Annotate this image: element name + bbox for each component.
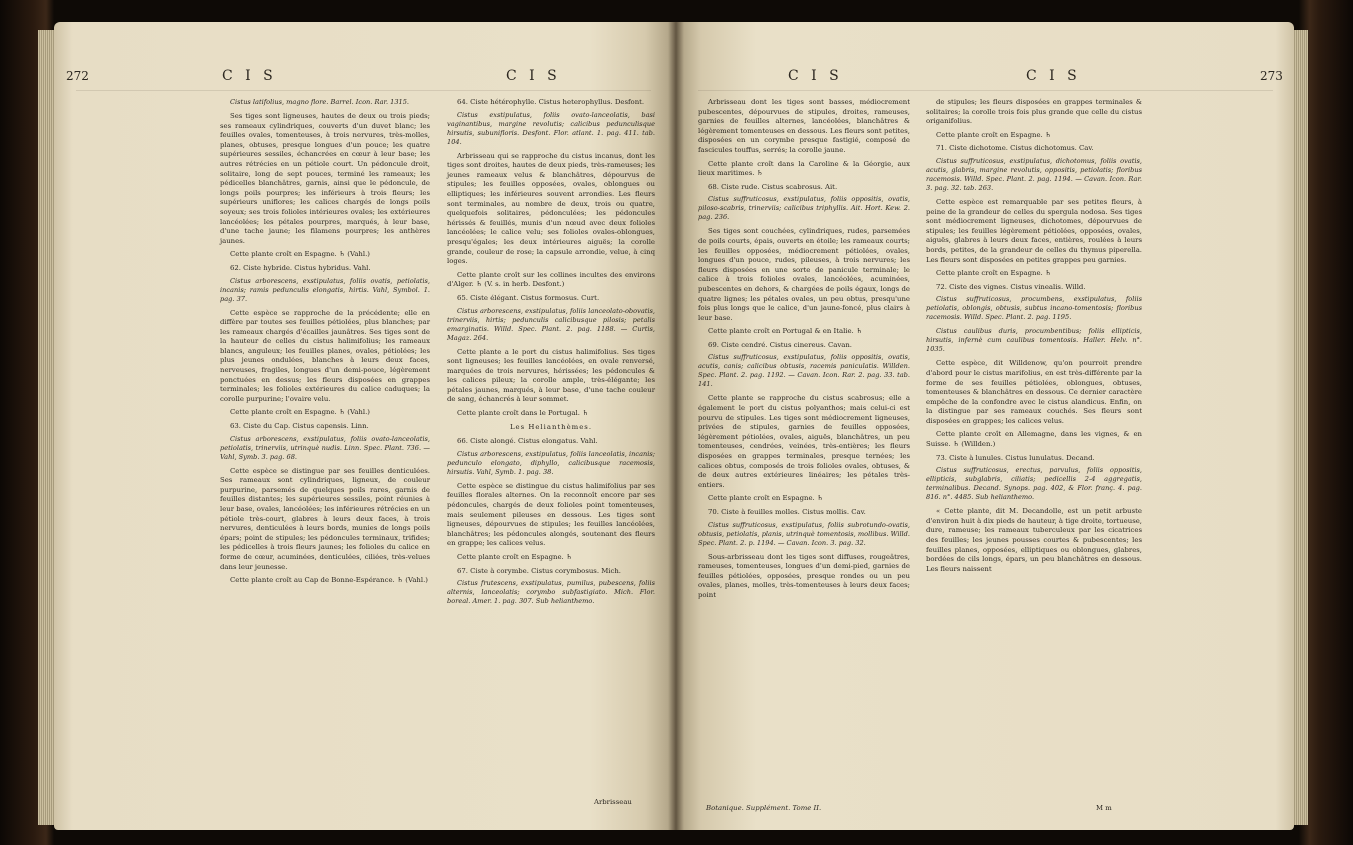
species-heading: 66. Ciste alongé. Cistus elongatus. Vahl. (457, 437, 598, 446)
paragraph: Cette plante croît en Espagne. ♄ (936, 269, 1052, 278)
running-head-left-col2: C I S (506, 68, 561, 84)
running-head-right-col1: C I S (788, 68, 843, 84)
paragraph: Cette espèce se distingue du cistus halimifolius par ses feuilles florales alternes. On la reconnoît encore par ses pédoncules, chargés de deux folioles point tomenteuses, mais seulement pileuses en dessous. Les tiges sont ligneuses, dépourvues de stipules; les feuilles lancéolées, blanchâtres; les pédoncules alongés, soutenant des fleurs en grappe; les calices velus. (447, 481, 655, 548)
species-heading: 62. Ciste hybride. Cistus hybridus. Vahl. (230, 263, 371, 272)
paragraph: Cette plante croît dans le Portugal. ♄ (457, 409, 589, 418)
left-page-column-2-text (447, 98, 655, 611)
latin-diagnosis: Cistus arborescens, exstipulatus, foliis lanceolato-obovatis, trinerviis, hirtis; pedunculis calicibusque pilosis; petalis emarginatis. Willd. Spec. Plant. 2. pag. 1188. — Curtis, Magaz. 264. (447, 306, 655, 342)
left-page (54, 22, 676, 830)
latin-diagnosis: Cistus exstipulatus, foliis ovato-lanceolatis, basi vaginantibus, margine revolutis; calicibus pedunculisque hirsutis, subunifloris. Desfont. Flor. atlant. 1. pag. 411. tab. 104. (447, 110, 655, 146)
paragraph: Sous-arbrisseau dont les tiges sont diffuses, rougeâtres, rameuses, tomenteuses, longues d'un demi-pied, garnies de feuilles pétiolées, opposées, presque rondes ou un peu ovales, planes, molles, très-tomenteuses à leurs deux faces; point (698, 552, 910, 599)
paragraph: Cette plante croît en Espagne. ♄ (936, 130, 1052, 139)
running-head-left-col1: C I S (222, 68, 277, 84)
species-heading: 67. Ciste à corymbe. Cistus corymbosus. Mich. (457, 566, 621, 575)
paragraph: Cette plante a le port du cistus halimifolius. Ses tiges sont ligneuses; les feuilles lancéolées, en ovale renversé, marquées de trois nervures, hérissées; les pédoncules & les calices pileux; la corolle ample, très-élégante; les pétales jaunes, marqués, à leur base, d'une tache couleur de sang, échancrés à leur sommet. (447, 347, 655, 404)
species-heading: 63. Ciste du Cap. Cistus capensis. Linn. (230, 422, 369, 431)
paragraph: Cette plante croît au Cap de Bonne-Espérance. ♄ (Vahl.) (230, 576, 428, 585)
paragraph: Arbrisseau qui se rapproche du cistus incanus, dont les tiges sont droites, hautes de deux pieds, très-rameuses; les jeunes rameaux velus & blanchâtres, dépourvus de stipules; les feuilles opposées, ovales, oblongues ou elliptiques; les inférieures souvent arrondies. Les fleurs sont terminales, au nombre de deux, trois ou quatre, quelquefois solitaires, pédonculées; les pédoncules hérissés & feuillés, munis d'un nœud avec deux folioles lancéolées; le calice velu; ses folioles ovales-oblongues, presqu'égales; les deux intérieures aiguës; la corolle grande, couleur de rose; la capsule arrondie, velue, à cinq loges. (447, 151, 655, 266)
species-heading: 71. Ciste dichotome. Cistus dichotomus. Cav. (936, 144, 1094, 153)
paragraph: Cette espèce, dit Willdenow, qu'on pourroit prendre d'abord pour le cistus marifolius, en est très-différente par la forme de ses feuilles pétiolées, oblongues, obtuses, tomenteuses & blanchâtres en dessous. Ce dernier caractère empêche de la confondre avec le cistus alandicus. Enfin, on la distingue par ses rameaux couchés. Ses fleurs sont disposées en grappes; les calices velus. (926, 359, 1142, 425)
paragraph: Cette plante croît dans la Caroline & la Géorgie, aux lieux maritimes. ♄ (698, 159, 910, 178)
species-heading: 68. Ciste rude. Cistus scabrosus. Ait. (708, 182, 838, 191)
paragraph: « Cette plante, dit M. Decandolle, est un petit arbuste d'environ huit à dix pieds de hauteur, à tige droite, tortueuse, dure, rameuse; les rameaux tuberculeux par les cicatrices des feuilles; les jeunes pousses courtes & pubescentes; les feuilles planes, opposées, elliptiques ou oblongues, glabres, bordées de cils longs, épars, un peu blanchâtres en dessous. Les fleurs naissent (926, 507, 1142, 573)
paragraph: Arbrisseau dont les tiges sont basses, médiocrement pubescentes, dépourvues de stipules, droites, rameuses, garnies de feuilles alternes, lancéolées, blanchâtres & légèrement tomenteuses en dessous. Les fleurs sont petites, disposées en un corymbe presque fastigié, composé de fascicules touffus, serrés; la corolle jaune. (698, 98, 910, 154)
species-heading: 70. Ciste à feuilles molles. Cistus mollis. Cav. (708, 508, 866, 516)
paragraph: de stipules; les fleurs disposées en grappes terminales & solitaires; la corolle trois fois plus grande que celle du cistus origanifolius. (926, 98, 1142, 126)
paragraph: Ses tiges sont ligneuses, hautes de deux ou trois pieds; ses rameaux cylindriques, couverts d'un duvet blanc; les feuilles ovales, tomenteuses, à trois nervures, très-molles, planes, obtuses, presque longues d'un pouce; les quatre supérieures sessiles, échancrées en cœur à leur base; les autres rétrécies en un pétiole court. Un pédoncule droit, solitaire, long de sept pouces, terminé les rameaux; les pédicelles blanchâtres, garnis, ainsi que le pédoncule, de longs poils pourpres; les inférieurs à trois fleurs; les supérieurs uniflores; les calices chargés de longs poils soyeux; ses trois folioles intérieures ovales; les extérieures lancéolées; les pétales pourpres, marqués, à leur base, d'une tache jaune; les filamens pourpres; les anthères jaunes. (220, 112, 430, 245)
page-edges-left (38, 30, 54, 825)
latin-diagnosis: Cistus suffruticosus, exstipulatus, dichotomus, foliis ovatis, acutis, glabris, margine revolutis, oppositis, petiolatis; floribus racemosis. Willd. Spec. Plant. 2. pag. 1194. — Cavan. Icon. Rar. 3. pag. 32. tab. 263. (926, 156, 1142, 192)
latin-diagnosis: Cistus suffruticosus, erectus, parvulus, foliis oppositis, ellipticis, subglabris, ciliatis; pedicellis 2-4 aggregatis, terminalibus. Decand. Synops. pag. 402, & Flor. franç. 4. pag. 816. n°. 4485. Sub helianthemo. (926, 466, 1142, 502)
paragraph: Cette plante croît en Espagne. ♄ (Vahl.) (230, 408, 370, 417)
latin-diagnosis: Cistus arborescens, exstipulatus, foliis ovato-lanceolatis, petiolatis, trinerviis, utrinquè nudis. Linn. Spec. Plant. 736. — Vahl, Symb. 3. pag. 68. (220, 434, 430, 461)
paragraph: Cette espèce est remarquable par ses petites fleurs, à peine de la grandeur de celles du spergula nodosa. Ses tiges sont médiocrement ligneuses, dichotomes, dépourvues de stipules; les feuilles légèrement pétiolées, opposées, ovales, aiguës, glabres à leurs deux faces, entières, roulées à leurs bords, petites, de la grandeur de celles du thymus piperella. Les fleurs sont disposées en petites grappes peu garnies. (926, 197, 1142, 264)
latin-diagnosis: Cistus caulibus duris, procumbentibus; foliis ellipticis, hirsutis, infernè cum caulibus tomentosis. Haller. Helv. n°. 1035. (926, 327, 1142, 354)
paragraph: Cette espèce se distingue par ses feuilles denticulées. Ses rameaux sont cylindriques, ligneux, de couleur purpurine, parsemés de quelques poils rares, garnis de feuilles distantes; les supérieures sessiles, point réunies à leur base, ovales, lancéolées; les inférieures rétrécies en un pétiole très-court, glabres à leurs deux faces, à trois nervures, denticulées à leurs bords, munies de longs poils épars; point de stipules; les pédoncules terminaux, trifides; les pédicelles à trois fleurs jaunes; les folioles du calice en forme de cœur, acuminées, denticulées, ciliées, très-velues dans leur jeunesse. (220, 466, 430, 571)
latin-diagnosis: Cistus frutescens, exstipulatus, pumilus, pubescens, foliis alternis, lanceolatis; corymbo subfastigiato. Mich. Flor. boreal. Amer. 1. pag. 307. Sub helianthemo. (447, 579, 655, 606)
paragraph: Cette plante croît en Portugal & en Italie. ♄ (708, 327, 863, 336)
latin-diagnosis: Cistus latifolius, magno flore. Barrel. Icon. Rar. 1315. (230, 98, 410, 106)
right-page (676, 22, 1294, 830)
page-number-right: 273 (1260, 69, 1283, 83)
latin-diagnosis: Cistus arborescens, exstipulatus, foliis ovatis, petiolatis, incanis; ramis pedunculis elongatis, hirtis. Vahl, Symbol. 1. pag. 37. (220, 276, 430, 303)
latin-diagnosis: Cistus suffruticosus, exstipulatus, foliis oppositis, ovatis, piloso-scabris, trinerviis; calicibus triphyllis. Ait. Hort. Kew. 2. pag. 236. (698, 195, 910, 222)
signature-mark: M m (1096, 804, 1112, 812)
section-heading: Les Helianthèmes. (509, 422, 593, 431)
page-edges-right (1294, 30, 1308, 825)
species-heading: 64. Ciste hétérophylle. Cistus heterophyllus. Desfont. (457, 98, 645, 106)
paragraph: Cette plante croît en Espagne. ♄ (Vahl.) (230, 250, 370, 259)
paragraph: Cette plante croît en Allemagne, dans les vignes, & en Suisse. ♄ (Willden.) (926, 430, 1142, 449)
page-number-left: 272 (66, 69, 89, 83)
book-gutter (668, 22, 684, 830)
catchword: Arbrisseau (594, 798, 632, 806)
running-head-right-col2: C I S (1026, 68, 1081, 84)
paragraph: Cette plante se rapproche du cistus scabrosus; elle a également le port du cistus polyanthos; mais celui-ci est pourvu de stipules. Les tiges sont médiocrement ligneuses, privées de stipules, garnies de feuilles opposées, légèrement pétiolées, ovales, aiguës, blanchâtres, un peu tomenteuses, cendrées, veinées, très-entières; les fleurs disposées en grappes terminales, presque ternées; les calices obtus, composés de trois folioles ovales, obtuses, & de deux autres extérieures linéaires; les pétales très-entiers. (698, 394, 910, 489)
paragraph: Cette plante croît en Espagne. ♄ (708, 494, 824, 503)
species-heading: 73. Ciste à lunules. Cistus lunulatus. Decand. (936, 453, 1095, 462)
head-rule-right (698, 90, 1273, 91)
head-rule-left (76, 90, 651, 91)
latin-diagnosis: Cistus suffruticosus, exstipulatus, foliis subrotundo-ovatis, obtusis, petiolatis, planis, utrinquè tomentosis, mollibus. Willd. Spec. Plant. 2. p. 1194. — Cavan. Icon. 3. pag. 32. (698, 520, 910, 547)
paragraph: Cette espèce se rapproche de la précédente; elle en diffère par toutes ses feuilles pétiolées, plus blanches; par les rameaux chargés d'écailles jaunâtres. Ses tiges sont de la hauteur de celles du cistus halimifolius; les rameaux blancs, anguleux; les feuilles planes, ovales, pétiolées; les plus jeunes ondulées, blanches à leurs deux faces, nerveuses, fragiles, longues d'un demi-pouce, légèrement ponctuées en dessus; les fleurs disposées en grappes terminales; les folioles extérieures du calice caduques; la corolle purpurine; l'ovaire velu. (220, 308, 430, 403)
paragraph: Cette plante croît sur les collines incultes des environs d'Alger. ♄ (V. s. in herb. Desfont.) (447, 270, 655, 289)
species-heading: 72. Ciste des vignes. Cistus vinealis. Willd. (936, 282, 1086, 291)
paragraph: Cette plante croît en Espagne. ♄ (457, 553, 573, 561)
page-footer: Botanique. Supplément. Tome II. (706, 804, 822, 812)
species-heading: 65. Ciste élégant. Cistus formosus. Curt. (457, 293, 600, 302)
latin-diagnosis: Cistus suffruticosus, procumbens, exstipulatus, foliis petiolatis, oblongis, obtusis, subtus incano-tomentosis; floribus racemosis. Willd. Spec. Plant. 2. pag. 1195. (926, 295, 1142, 322)
right-page-column-1-text (698, 98, 910, 605)
right-page-column-2-text (926, 98, 1142, 578)
species-heading: 69. Ciste cendré. Cistus cinereus. Cavan. (708, 340, 852, 349)
latin-diagnosis: Cistus suffruticosus, exstipulatus, foliis oppositis, ovatis, acutis, canis; calicibus obtusis, racemis paniculatis. Willden. Spec. Plant. 2. pag. 1192. — Cavan. Icon. Rar. 2. pag. 33. tab. 141. (698, 353, 910, 389)
paragraph: Ses tiges sont couchées, cylindriques, rudes, parsemées de poils courts, épais, ouverts en étoile; les rameaux courts; les feuilles opposées, médiocrement pétiolées, ovales, longues d'un pouce, rudes, pileuses, à trois nervures; les fleurs disposées en une sorte de panicule terminale; le calice à trois folioles ovales, lancéolées, acuminées, pubescentes en dehors, & chargées de poils égaux, longs de quatre lignes; les pétales ovales, un peu obtus, presqu'une fois plus longs que le calice, d'un jaune-foncé, plus clairs à leur base. (698, 227, 910, 322)
latin-diagnosis: Cistus arborescens, exstipulatus, foliis lanceolatis, incanis; pedunculo elongato, diphyllo, calicibusque racemosis, hirsutis. Vahl, Symb. 1. pag. 38. (447, 449, 655, 476)
left-page-column-1-text (220, 98, 430, 590)
